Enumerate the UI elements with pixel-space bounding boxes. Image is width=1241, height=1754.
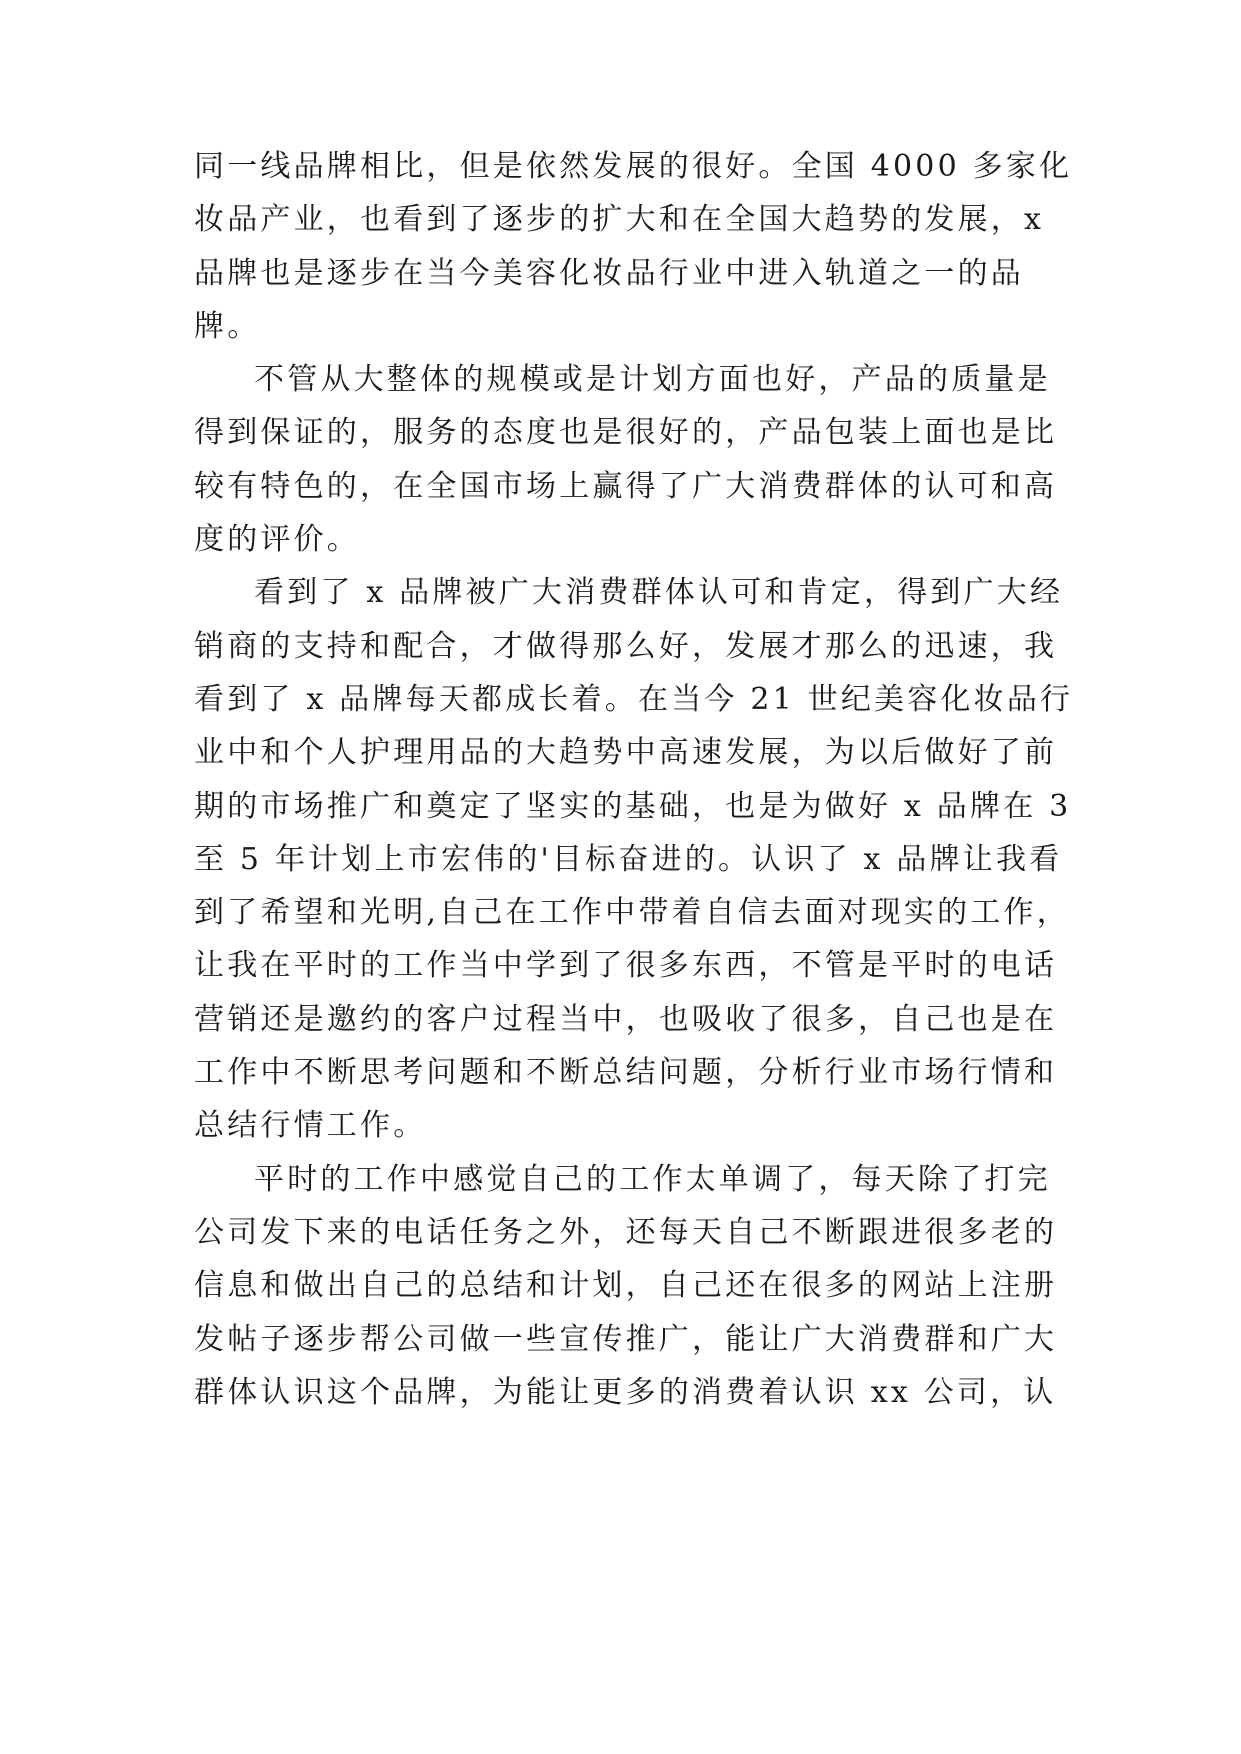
paragraph-4-line-3: 信息和做出自己的总结和计划，自己还在很多的网站上注册 [194, 1268, 1058, 1303]
paragraph-1-line-4: 牌。 [194, 309, 261, 344]
paragraph-2-line-4: 度的评价。 [194, 522, 360, 557]
paragraph-4-line-1: 平时的工作中感觉自己的工作太单调了，每天除了打完 [254, 1162, 1051, 1197]
paragraph-3-line-8: 让我在平时的工作当中学到了很多东西，不管是平时的电话 [194, 948, 1058, 983]
paragraph-4-line-4: 发帖子逐步帮公司做一些宣传推广，能让广大消费群和广大 [194, 1322, 1058, 1357]
paragraph-3-line-2: 销商的支持和配合，才做得那么好，发展才那么的迅速，我 [194, 629, 1058, 664]
paragraph-3-line-3: 看到了 x 品牌每天都成长着。在当今 21 世纪美容化妆品行 [194, 682, 1074, 717]
paragraph-3-line-4: 业中和个人护理用品的大趋势中高速发展，为以后做好了前 [194, 735, 1058, 770]
paragraph-3-line-5: 期的市场推广和奠定了坚实的基础，也是为做好 x 品牌在 3 [194, 789, 1072, 824]
paragraph-2-line-2: 得到保证的，服务的态度也是很好的，产品包装上面也是比 [194, 415, 1058, 450]
paragraph-3-line-10: 工作中不断思考问题和不断总结问题，分析行业市场行情和 [194, 1055, 1058, 1090]
paragraph-2-line-1: 不管从大整体的规模或是计划方面也好，产品的质量是 [254, 362, 1051, 397]
paragraph-3-line-9: 营销还是邀约的客户过程当中，也吸收了很多，自己也是在 [194, 1002, 1058, 1037]
paragraph-3-line-11: 总结行情工作。 [194, 1108, 427, 1143]
paragraph-1-line-1: 同一线品牌相比，但是依然发展的很好。全国 4000 多家化 [194, 149, 1073, 184]
paragraph-3-line-7: 到了希望和光明,自己在工作中带着自信去面对现实的工作， [194, 895, 1070, 930]
paragraph-2-line-3: 较有特色的，在全国市场上赢得了广大消费群体的认可和高 [194, 469, 1058, 504]
paragraph-1-line-2: 妆品产业，也看到了逐步的扩大和在全国大趋势的发展，x [194, 202, 1045, 237]
paragraph-3-line-1: 看到了 x 品牌被广大消费群体认可和肯定，得到广大经 [254, 575, 1064, 610]
paragraph-1-line-3: 品牌也是逐步在当今美容化妆品行业中进入轨道之一的品 [194, 256, 1024, 291]
paragraph-4-line-2: 公司发下来的电话任务之外，还每天自己不断跟进很多老的 [194, 1215, 1058, 1250]
paragraph-4-line-5: 群体认识这个品牌，为能让更多的消费着认识 xx 公司，认 [194, 1375, 1057, 1410]
paragraph-3-line-6: 至 5 年计划上市宏伟的'目标奋进的。认识了 x 品牌让我看 [194, 842, 1063, 877]
